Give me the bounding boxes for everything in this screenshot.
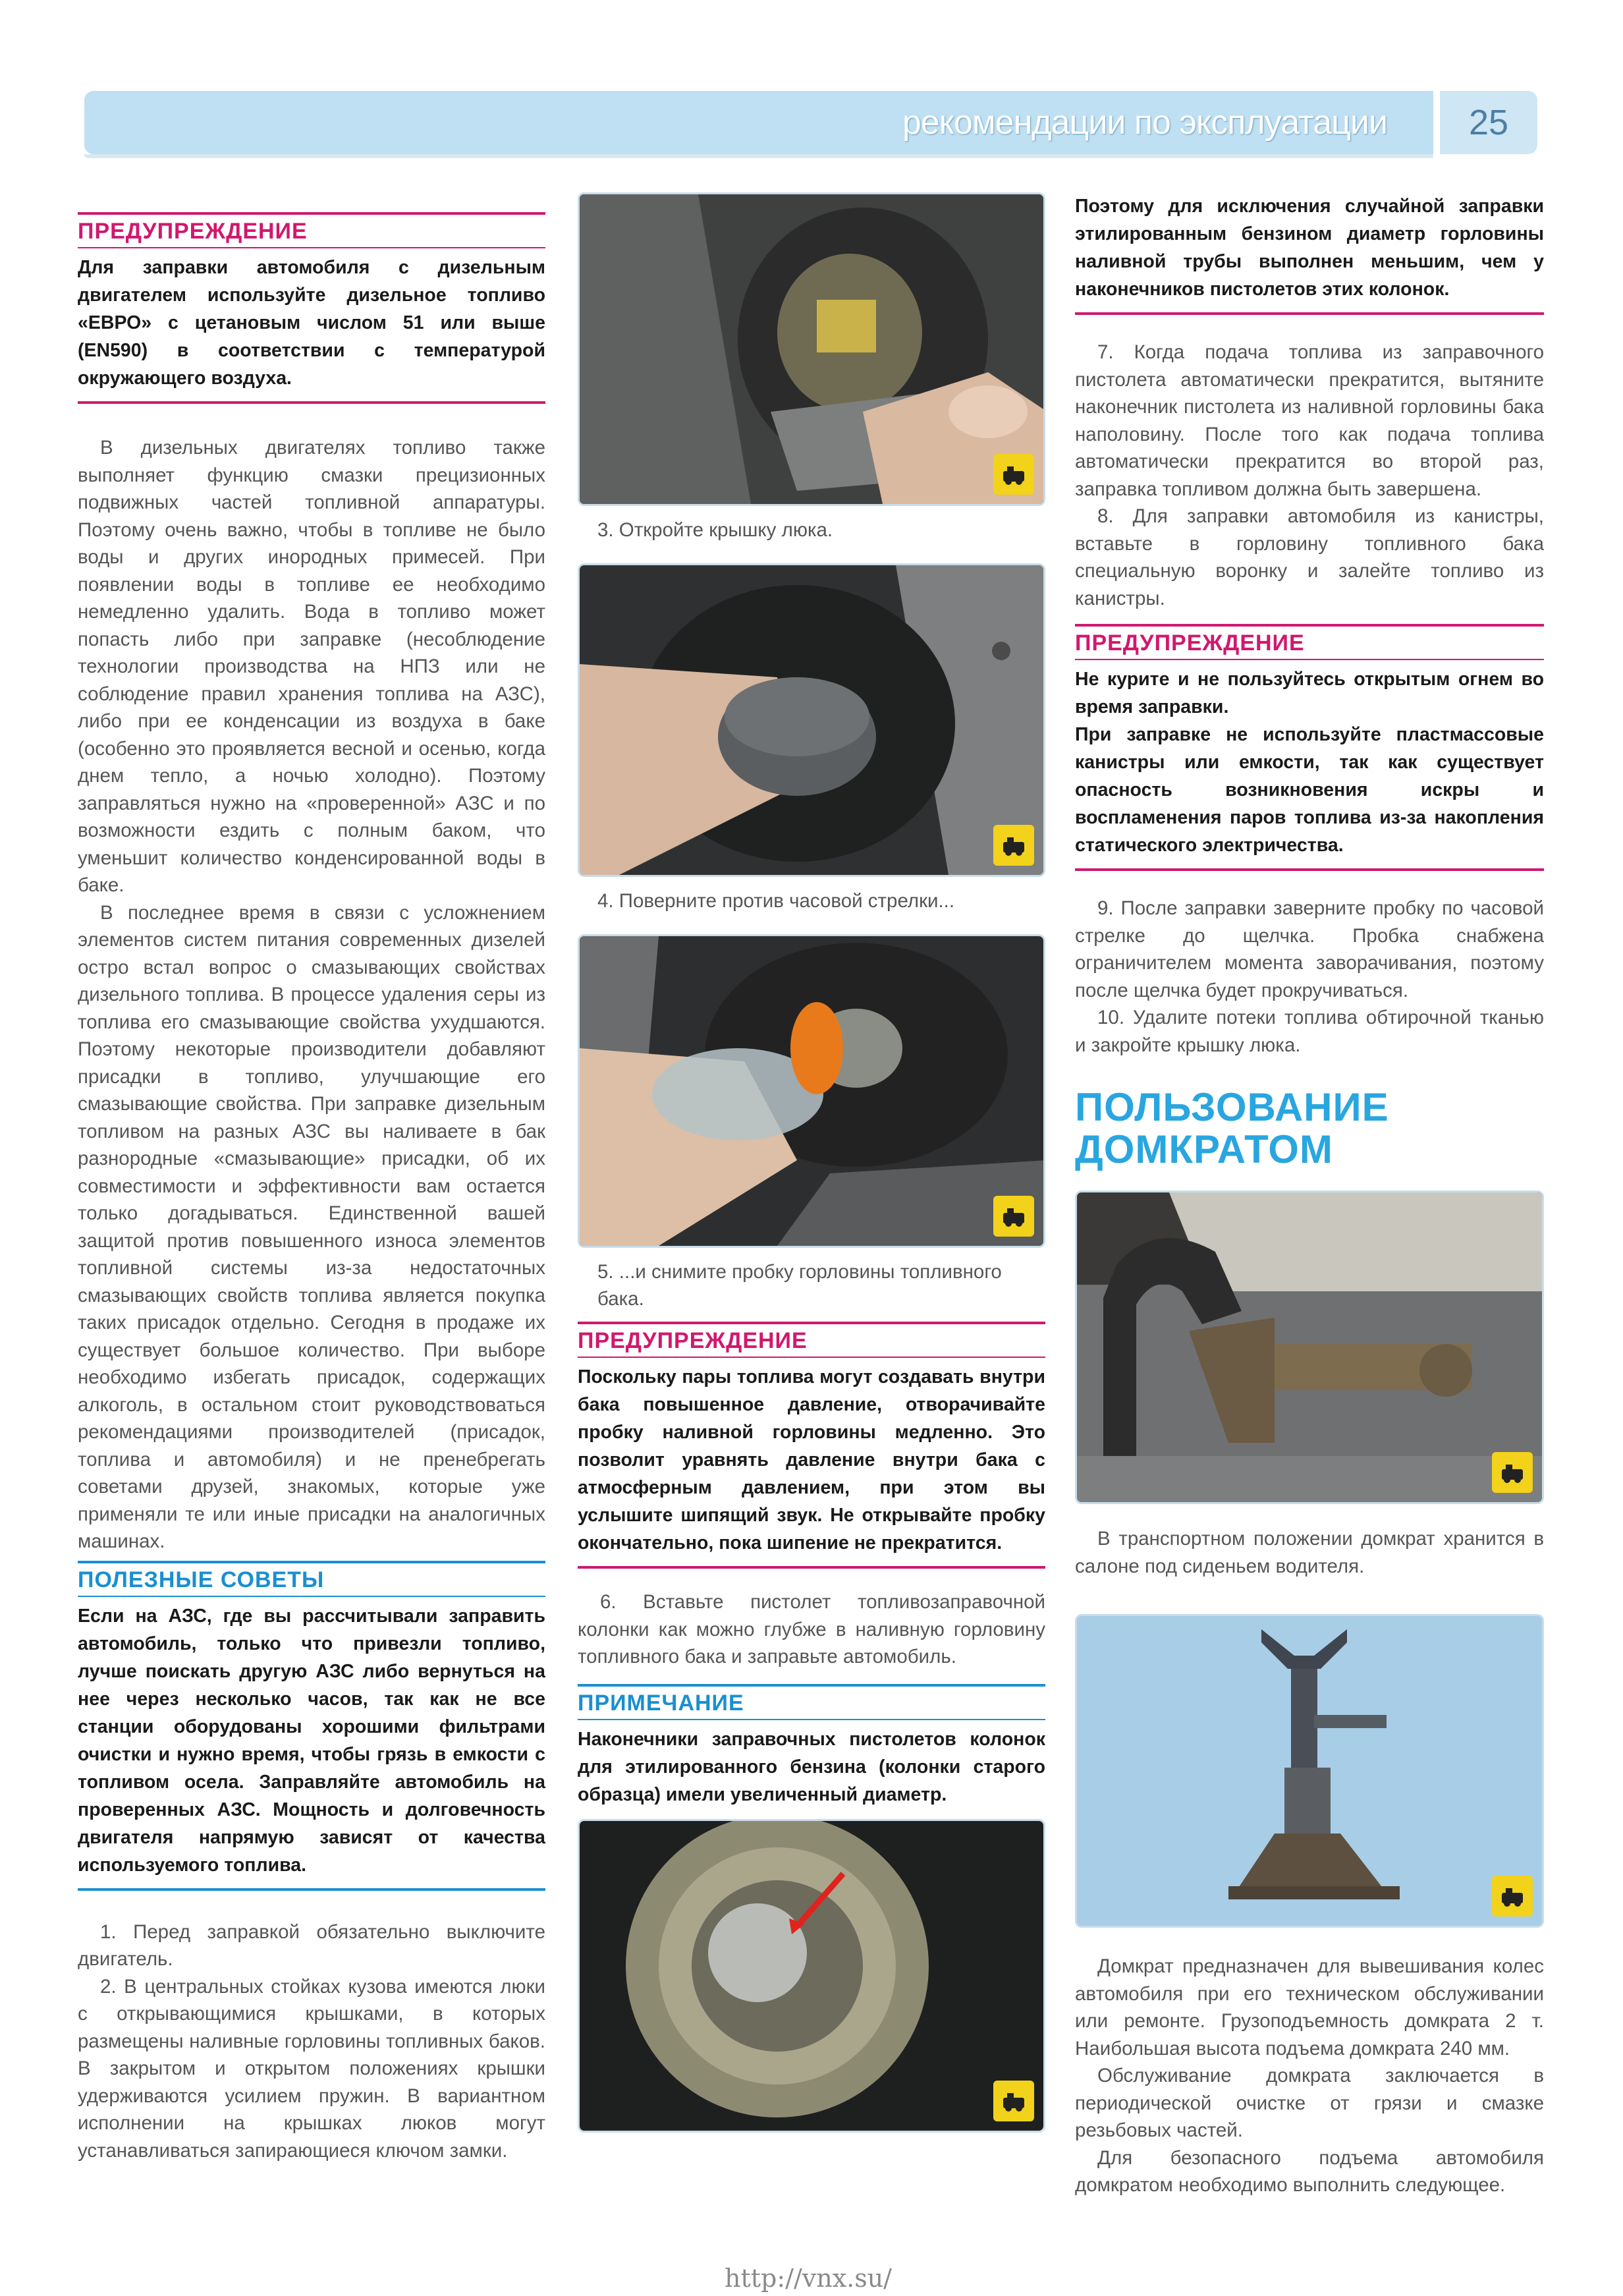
step-7: 7. Когда подача топлива из заправочного пистолета автоматически прекратится, вытяните наконечник пистолета из наливной горловины бака наполовину. После того как подача топлива автоматически прекратится во второй раз, заправка топливом должна быть завершена. [1075,341,1544,500]
photo-jack-stowed [1075,1190,1544,1504]
section-heading-line: ПОЛЬЗОВАНИЕ [1075,1085,1389,1129]
tips-text: Если на АЗС, где вы рассчитывали заправить автомобиль, только что привезли топливо, лучше поискать другую АЗС либо вернуться на нее через несколько часов, так как не все станции оборудованы хорошими фильтрами очистки и нужно время, чтобы грязь в емкости с топливом осела. Заправляйте автомобиль на проверенных АЗС. Мощность и долговечность двигателя напрямую зависят от качества используемого топлива. [78,1597,545,1891]
step-6 [578,1588,1045,1671]
body-text [78,434,545,1555]
warning-text: Для заправки автомобиля с дизельным двигателем используйте дизельное топливо «ЕВРО» с цетановым числом 51 или выше (EN590) в соответствии с температурой окружающего воздуха. [78,248,545,404]
jack-caption [1075,1525,1544,1580]
photo-filler-neck [578,1819,1045,2133]
step-1: 1. Перед заправкой обязательно выключите двигатель. [78,1920,545,1970]
note-title: ПРИМЕЧАНИЕ [578,1684,1045,1720]
warning-text [1075,660,1544,871]
jack-caption-text: В транспортном положении домкрат хранится в салоне под сиденьем водителя. [1075,1528,1544,1577]
photo-caption: 5. ...и снимите пробку горловины топливного бака. [597,1261,1002,1310]
photo-caption: 4. Поверните против часовой стрелки... [597,890,955,912]
column-2 [578,192,1045,2133]
steps-text [1075,895,1544,1059]
warning-title: ПРЕДУПРЕЖДЕНИЕ [78,212,545,248]
camera-badge-icon [1492,1452,1533,1493]
step-2: 2. В центральных стойках кузова имеются люки с открывающимися крышками, в которых размещены наливные горловины топливных баков. В закрытом и открытом положениях крышки удерживаются усилием пружин. В вариантном исполнении на крышках люков могут устанавливаться запирающиеся ключом замки. [78,1975,545,2162]
step-10: 10. Удалите потеки топлива обтирочной тканью и закройте крышку люка. [1075,1007,1544,1056]
camera-badge-icon [993,825,1034,866]
note-text: Наконечники заправочных пистолетов колонок для этилированного бензина (колонки старого образца) имели увеличенный диаметр. [578,1728,1045,1805]
photo-caption: 3. Откройте крышку люка. [597,519,833,541]
camera-badge-icon [1492,1876,1533,1917]
camera-badge-icon [993,1196,1034,1237]
steps-text [1075,339,1544,612]
warning-line: Не курите и не пользуйтесь открытым огнем во время заправки. [1075,669,1544,717]
warning-title: ПРЕДУПРЕЖДЕНИЕ [578,1322,1045,1358]
paragraph: Домкрат предназначен для вывешивания колес автомобиля при его техническом обслуживании или ремонте. Грузоподъемность домкрата 2 т. Наибольшая высота подъема домкрата 240 мм. [1075,1955,1544,2059]
photo-remove-cap [578,934,1045,1248]
footer-url: http://vnx.su/ [725,2264,892,2293]
paragraph: В дизельных двигателях топливо также выполняет функцию смазки прецизионных подвижных частей топливной аппаратуры. Поэтому очень важно, чтобы в топливе не было воды и других инородных примесей. При появлении воды в топливе ее необходимо немедленно удалить. Вода в топливо может попасть либо при заправке (несоблюдение технологии производства на НПЗ или не соблюдение правил хранения топлива на АЗС), либо при ее конденсации из воздуха в баке (особенно это проявляется весной и осенью, когда днем тепло, а ночью холодно). Поэтому заправляться нужно на «проверенной» АЗС и по возможности ездить с полным баком, что уменьшит количество конденсированной воды в баке. [78,437,545,896]
step-8: 8. Для заправки автомобиля из канистры, вставьте в горловину топливного бака специальную воронку и залейте топливо из канистры. [1075,505,1544,609]
step-6-text: 6. Вставьте пистолет топливозаправочной колонки как можно глубже в наливную горловину топливного бака и заправьте автомобиль. [578,1591,1045,1667]
header-band [84,91,1433,154]
paragraph: Обслуживание домкрата заключается в периодической очистке от грязи и смазке резьбовых частей. [1075,2065,1544,2141]
camera-badge-icon [993,2081,1034,2121]
photo-turn-cap [578,563,1045,877]
section-heading [1075,1086,1544,1171]
running-header-title: рекомендации по эксплуатации [902,103,1387,142]
paragraph: Для безопасного подъема автомобиля домкратом необходимо выполнить следующее. [1075,2146,1544,2196]
photo-jack [1075,1614,1544,1928]
warning-line: При заправке не используйте пластмассовые канистры или емкости, так как существует опасность возникновения искры и воспламенения паров топлива из-за накопления статического электричества. [1075,724,1544,856]
warning-text: Поскольку пары топлива могут создавать внутри бака повышенное давление, отворачивайте пробку наливной горловины медленно. Это позволит уравнять давление внутри бака с атмосферным давлением, при этом вы услышите шипящий звук. Не открывайте пробку окончательно, пока шипение не прекратится. [578,1358,1045,1569]
camera-badge-icon [993,454,1034,495]
column-1 [78,212,545,2164]
step-9: 9. После заправки заверните пробку по часовой стрелке до щелчка. Пробка снабжена ограничителем момента заворачивания, поэтому после щелчка будет прокручиваться. [1075,897,1544,1001]
paragraph: В последнее время в связи с усложнением элементов систем питания современных дизелей остро встал вопрос о смазывающих свойствах дизельного топлива. В процессе удаления серы из топлива его смазывающие свойства ухудшаются. Поэтому некоторые производители добавляют присадки в топливо, улучшающие его смазывающие свойства. При заправке дизельным топливом на разных АЗС вы наливаете в бак разнородные «смазывающие» присадки, об их совместимости и эффективности вам остается только догадываться. Единственной вашей защитой против повышенного износа элементов топливной системы из-за недостаточных смазывающих свойств топлива является покупка таких присадок отдельно. Сегодня в продаже их существует большое количество. При выборе необходимо избегать присадок, содержащих алкоголь, в остальном стоит руководствоваться рекомендациями производителей (присадок, топлива и автомобиля) и не пренебрегать советами друзей, знакомых, которые уже применяли те или иные присадки на аналогичных машинах. [78,901,545,1552]
section-heading-line: ДОМКРАТОМ [1075,1127,1333,1171]
column-3 [1075,192,1544,2199]
page-number: 25 [1440,91,1537,154]
jack-text [1075,1953,1544,2199]
warning-title: ПРЕДУПРЕЖДЕНИЕ [1075,624,1544,660]
photo-fuel-door [578,192,1045,506]
note-continued: Поэтому для исключения случайной заправки этилированным бензином диаметр горловины наливной трубы выполнен меньшим, чем у наконечников пистолетов этих колонок. [1075,192,1544,315]
steps-text [78,1918,545,2165]
tips-title: ПОЛЕЗНЫЕ СОВЕТЫ [78,1561,545,1597]
